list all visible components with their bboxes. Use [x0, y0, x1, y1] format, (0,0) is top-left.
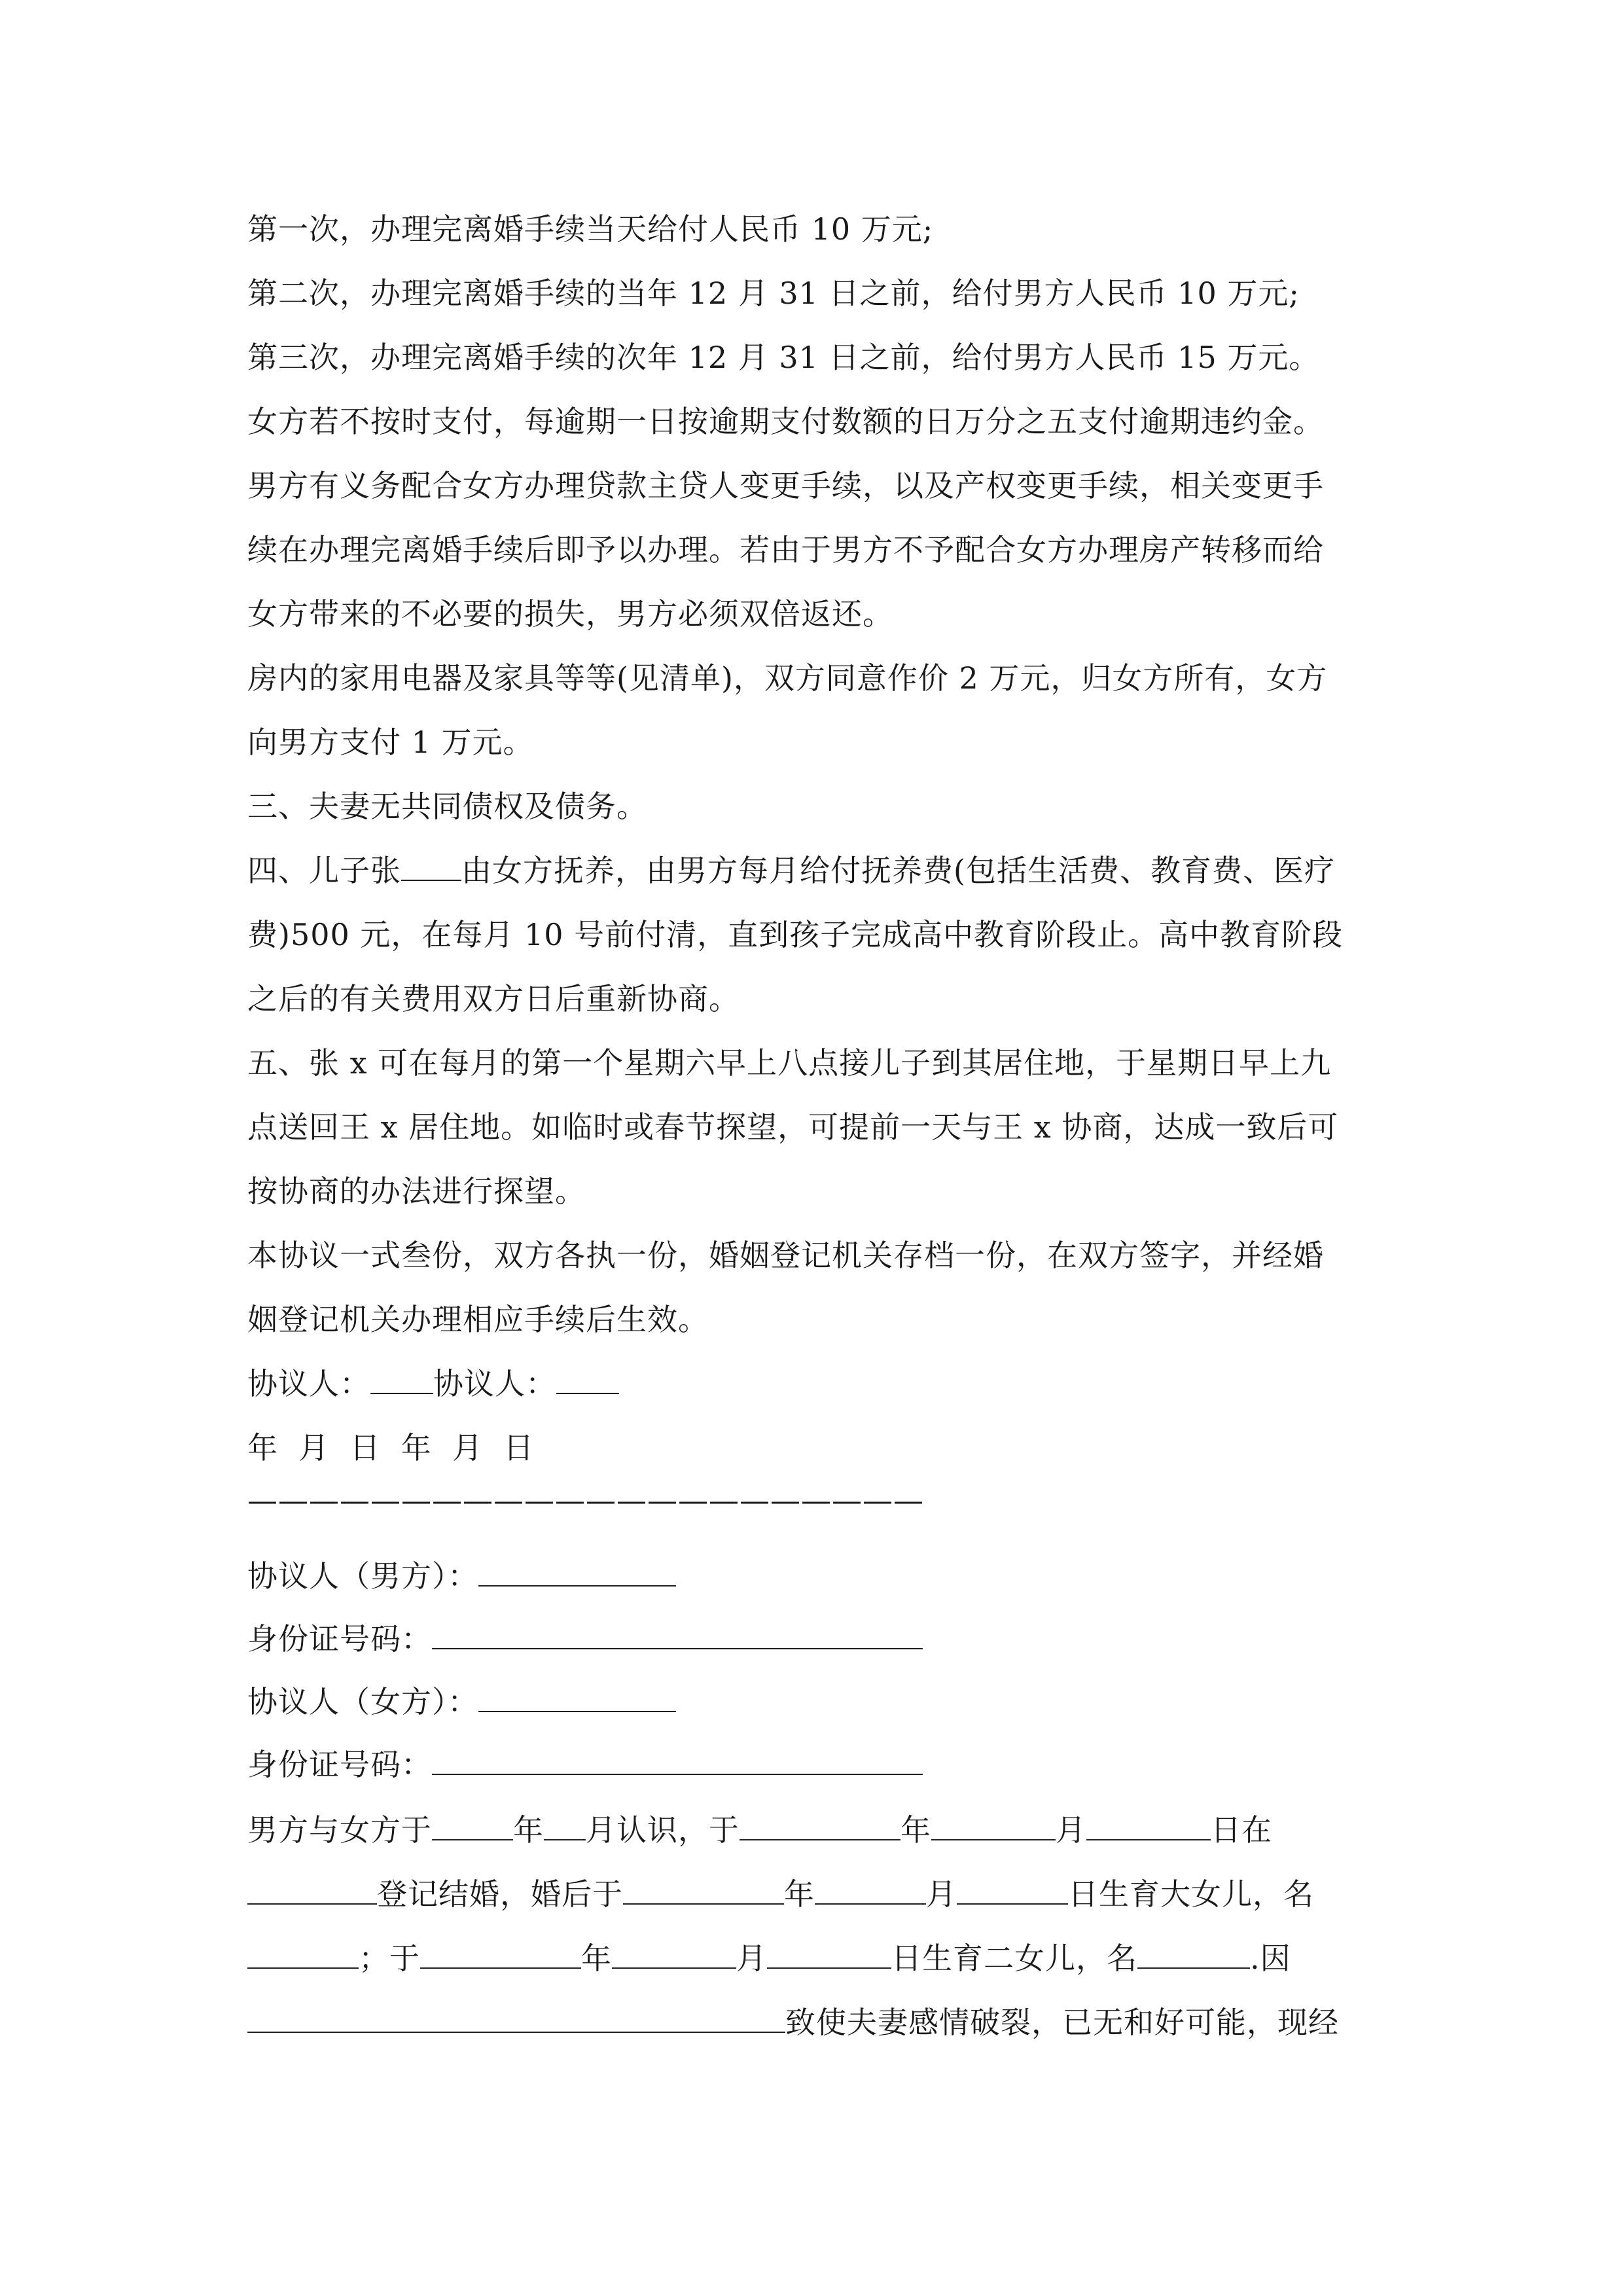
copies-line-1: 本协议一式叁份，双方各执一份，婚姻登记机关存档一份，在双方签字，并经婚: [247, 1238, 1324, 1273]
male-id-label: 身份证号码：: [247, 1621, 432, 1657]
birth2-month-blank: [612, 1939, 736, 1969]
party-1-blank: [370, 1364, 433, 1394]
marriage-text-9: 月: [926, 1876, 957, 1912]
separator-line: ——————————————————————: [247, 1482, 924, 1518]
marriage-text-6: 日在: [1211, 1812, 1272, 1848]
marriage-text-5: 月: [1056, 1812, 1086, 1848]
cooperation-line-3: 女方带来的不必要的损失，男方必须双倍返还。: [247, 596, 893, 632]
marriage-text-8: 年: [784, 1876, 815, 1912]
custody-line-2: 费)500 元，在每月 10 号前付清，直到孩子完成高中教育阶段止。高中教育阶段: [247, 917, 1344, 952]
birth2-day-blank: [767, 1939, 891, 1969]
custody-line-3: 之后的有关费用双方日后重新协商。: [247, 981, 740, 1016]
visitation-line-3: 按协商的办法进行探望。: [247, 1174, 586, 1209]
payment-second: 第二次，办理完离婚手续的当年 12 月 31 日之前，给付男方人民币 10 万元;: [247, 276, 1300, 311]
appliances-line-1: 房内的家用电器及家具等等(见清单)，双方同意作价 2 万元，归女方所有，女方: [247, 660, 1328, 696]
meet-month-blank: [544, 1810, 586, 1840]
custody-line-1-rest: 由女方抚养，由男方每月给付抚养费(包括生活费、教育费、医疗: [461, 853, 1335, 888]
party-label-1: 协议人：: [247, 1366, 370, 1401]
signature-line: [247, 1364, 619, 1403]
cooperation-line-1: 男方有义务配合女方办理贷款主贷人变更手续，以及产权变更手续，相关变更手: [247, 468, 1324, 503]
debts-clause: 三、夫妻无共同债权及债务。: [247, 789, 647, 824]
female-party-blank: [478, 1682, 676, 1712]
copies-line-2: 姻登记机关办理相应手续后生效。: [247, 1302, 709, 1337]
marriage-text-3: 月认识，于: [586, 1812, 740, 1848]
late-penalty: 女方若不按时支付，每逾期一日按逾期支付数额的日万分之五支付逾期违约金。: [247, 404, 1324, 439]
marriage-text-14: 日生育二女儿，名: [891, 1941, 1137, 1976]
birth1-day-blank: [957, 1874, 1068, 1905]
birth1-month-blank: [815, 1874, 926, 1905]
female-party-label: 协议人（女方）：: [247, 1684, 478, 1719]
marriage-text-16: 致使夫妻感情破裂，已无和好可能，现经: [785, 2005, 1339, 2040]
custody-line-1: [247, 851, 1335, 890]
marriage-text-4: 年: [901, 1812, 931, 1848]
visitation-line-2: 点送回王 x 居住地。如临时或春节探望，可提前一天与王 x 协商，达成一致后可: [247, 1109, 1339, 1145]
male-party-label: 协议人（男方）：: [247, 1558, 478, 1594]
marriage-text-15: .因: [1250, 1941, 1291, 1976]
birth2-year-blank: [420, 1939, 581, 1969]
male-id-blank: [432, 1619, 923, 1649]
female-id-label: 身份证号码：: [247, 1747, 432, 1782]
payment-third: 第三次，办理完离婚手续的次年 12 月 31 日之前，给付男方人民币 15 万元。: [247, 340, 1320, 375]
marry-day-blank: [1086, 1810, 1211, 1840]
party-label-2: 协议人：: [433, 1366, 556, 1401]
male-party-line: [247, 1556, 676, 1596]
marriage-text-7: 登记结婚，婚后于: [377, 1876, 623, 1912]
marriage-line-4: [247, 2003, 1339, 2042]
cooperation-line-2: 续在办理完离婚手续后即予以办理。若由于男方不予配合女方办理房产转移而给: [247, 532, 1324, 567]
reason-blank: [247, 2003, 785, 2033]
marriage-text-13: 月: [736, 1941, 767, 1976]
visitation-line-1: 五、张 x 可在每月的第一个星期六早上八点接儿子到其居住地，于星期日早上九: [247, 1045, 1332, 1081]
birth1-year-blank: [623, 1874, 784, 1905]
marriage-text-10: 日生育大女儿，名: [1068, 1876, 1314, 1912]
marriage-text-2: 年: [513, 1812, 544, 1848]
marriage-text-1: 男方与女方于: [247, 1812, 432, 1848]
marriage-line-1: [247, 1810, 1272, 1850]
female-id-blank: [432, 1745, 923, 1775]
female-party-line: [247, 1682, 676, 1721]
male-id-line: [247, 1619, 923, 1659]
son-name-blank: [401, 851, 461, 881]
meet-year-blank: [432, 1810, 513, 1840]
payment-first: 第一次，办理完离婚手续当天给付人民币 10 万元;: [247, 211, 934, 247]
marriage-text-11: ；于: [359, 1941, 420, 1976]
marriage-line-3: [247, 1939, 1291, 1978]
marry-year-blank: [740, 1810, 901, 1840]
date-line: 年 月 日 年 月 日: [247, 1430, 535, 1465]
daughter2-name-blank: [1137, 1939, 1250, 1969]
appliances-line-2: 向男方支付 1 万元。: [247, 725, 534, 760]
registry-place-blank: [247, 1874, 377, 1905]
male-party-blank: [478, 1556, 676, 1587]
marry-month-blank: [931, 1810, 1056, 1840]
daughter1-name-blank: [247, 1939, 359, 1969]
party-2-blank: [556, 1364, 619, 1394]
marriage-text-12: 年: [581, 1941, 612, 1976]
female-id-line: [247, 1745, 923, 1784]
marriage-line-2: [247, 1874, 1314, 1914]
custody-prefix: 四、儿子张: [247, 853, 401, 888]
